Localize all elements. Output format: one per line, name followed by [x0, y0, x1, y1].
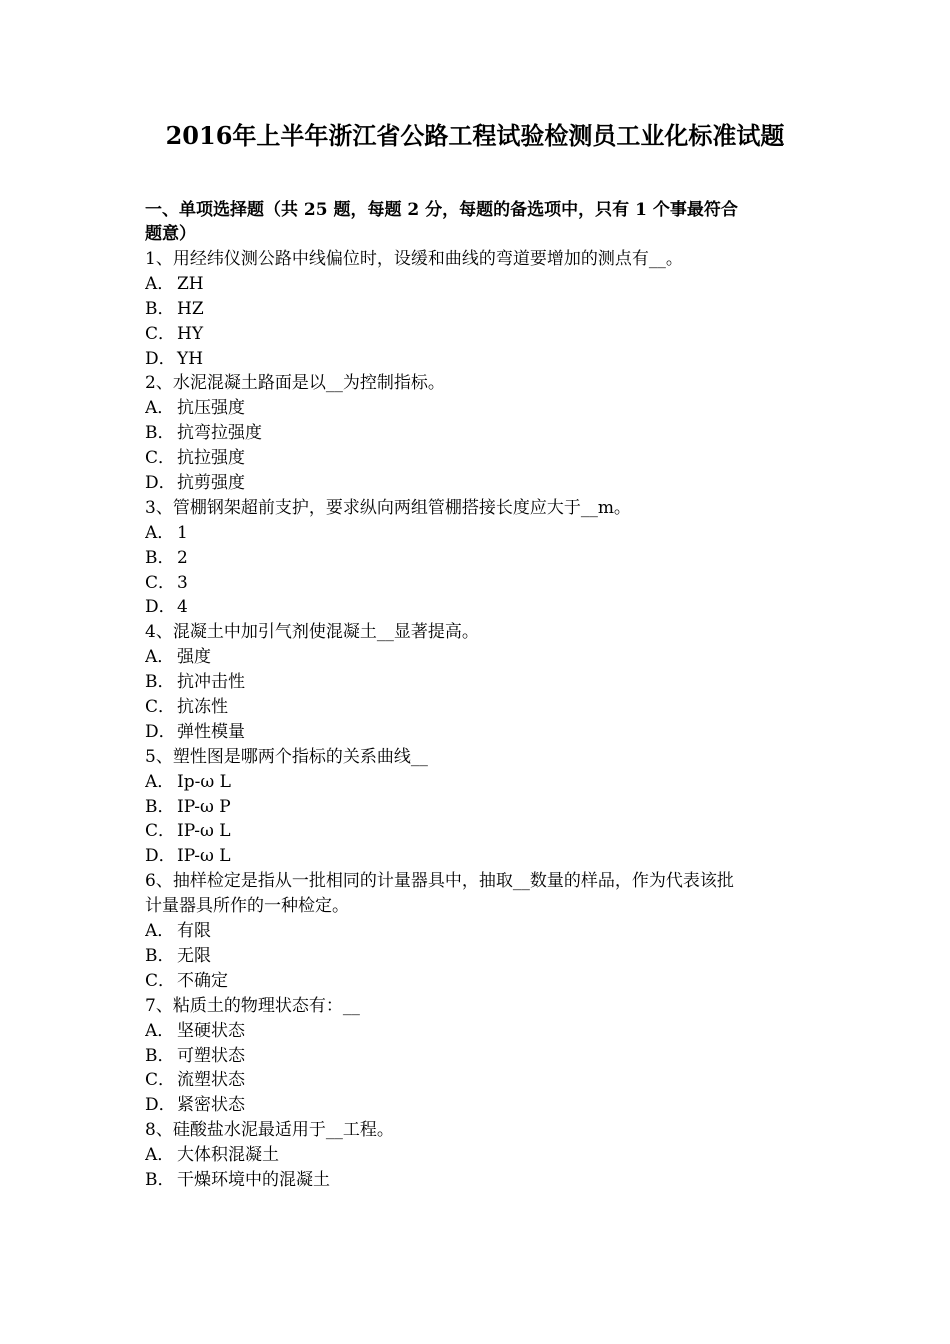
option-b — [145, 670, 810, 695]
option-b — [145, 795, 810, 820]
option-text: 紧密状态 — [177, 1095, 245, 1116]
option-text: 无限 — [177, 945, 211, 966]
option-a — [145, 521, 810, 546]
option-c — [145, 322, 810, 347]
option-letter: D． — [145, 473, 176, 494]
option-d — [145, 720, 810, 745]
option-text: 抗拉强度 — [177, 448, 245, 469]
question-stem: 4、混凝土中加引气剂使混凝土__显著提高。 — [145, 622, 479, 643]
option-text: Ip-ω L — [177, 771, 231, 792]
option-c — [145, 695, 810, 720]
section-heading — [145, 198, 810, 246]
question-4 — [145, 620, 810, 744]
question-stem: 8、硅酸盐水泥最适用于__工程。 — [145, 1120, 394, 1141]
section-heading-line-2: 题意） — [145, 224, 196, 244]
option-a — [145, 1143, 810, 1168]
question-5 — [145, 745, 810, 869]
option-letter: C． — [145, 697, 176, 718]
option-text: HY — [177, 323, 204, 344]
option-letter: D． — [145, 1095, 176, 1116]
question-stem: 3、管棚钢架超前支护，要求纵向两组管棚搭接长度应大于__m。 — [145, 497, 631, 518]
option-c — [145, 446, 810, 471]
option-letter: B． — [145, 796, 175, 817]
option-c — [145, 1068, 810, 1093]
option-letter: A． — [145, 647, 175, 668]
option-letter: A． — [145, 1145, 175, 1166]
option-text: 3 — [177, 572, 188, 593]
option-letter: A． — [145, 273, 175, 294]
question-stem: 2、水泥混凝土路面是以__为控制指标。 — [145, 373, 445, 394]
option-text: 抗压强度 — [177, 398, 245, 419]
option-text: HZ — [177, 298, 204, 319]
option-letter: B． — [145, 672, 175, 693]
option-letter: D． — [145, 597, 176, 618]
option-letter: C． — [145, 1070, 176, 1091]
option-text: 不确定 — [177, 970, 228, 991]
question-1 — [145, 247, 810, 371]
option-letter: A． — [145, 398, 175, 419]
option-letter: D． — [145, 846, 176, 867]
option-text: 抗剪强度 — [177, 473, 245, 494]
option-b — [145, 421, 810, 446]
option-letter: B． — [145, 1045, 175, 1066]
question-stem: 6、抽样检定是指从一批相同的计量器具中，抽取__数量的样品，作为代表该批 — [145, 871, 734, 892]
option-a — [145, 770, 810, 795]
option-text: YH — [177, 348, 204, 369]
option-text: IP-ω L — [177, 846, 231, 867]
option-letter: B． — [145, 298, 175, 319]
option-a — [145, 396, 810, 421]
option-letter: C． — [145, 970, 176, 991]
option-text: 可塑状态 — [177, 1045, 245, 1066]
option-a — [145, 919, 810, 944]
option-a — [145, 272, 810, 297]
option-text: 大体积混凝土 — [177, 1145, 279, 1166]
question-7 — [145, 994, 810, 1118]
option-letter: C． — [145, 821, 176, 842]
option-text: ZH — [177, 273, 204, 294]
question-6 — [145, 869, 810, 993]
document-title: 2016年上半年浙江省公路工程试验检测员工业化标准试题 — [165, 121, 785, 150]
option-letter: D． — [145, 348, 176, 369]
question-stem: 1、用经纬仪测公路中线偏位时，设缓和曲线的弯道要增加的测点有__。 — [145, 249, 683, 269]
option-letter: B． — [145, 423, 175, 444]
option-text: 抗弯拉强度 — [177, 423, 262, 444]
option-letter: B． — [145, 945, 175, 966]
option-text: 抗冲击性 — [177, 672, 245, 693]
question-3 — [145, 496, 810, 620]
option-letter: B． — [145, 1169, 175, 1190]
section-heading-line-1: 一、单项选择题（共 25 题，每题 2 分，每题的备选项中，只有 1 个事最符合 — [145, 200, 738, 220]
option-c — [145, 969, 810, 994]
option-text: 强度 — [177, 647, 211, 668]
option-a — [145, 645, 810, 670]
option-letter: C． — [145, 572, 176, 593]
option-d — [145, 1093, 810, 1118]
option-c — [145, 571, 810, 596]
option-text: 有限 — [177, 921, 211, 942]
question-list — [145, 247, 810, 1193]
option-letter: A． — [145, 771, 175, 792]
option-text: 1 — [177, 522, 188, 543]
option-d — [145, 347, 810, 372]
question-stem: 5、塑性图是哪两个指标的关系曲线__ — [145, 746, 428, 767]
option-b — [145, 297, 810, 322]
option-letter: A． — [145, 921, 175, 942]
option-letter: B． — [145, 547, 175, 568]
option-b — [145, 944, 810, 969]
option-text: 坚硬状态 — [177, 1020, 245, 1041]
option-d — [145, 844, 810, 869]
question-2 — [145, 371, 810, 495]
option-text: 流塑状态 — [177, 1070, 245, 1091]
option-text: IP-ω L — [177, 821, 231, 842]
option-letter: A． — [145, 1020, 175, 1041]
option-b — [145, 1044, 810, 1069]
option-d — [145, 471, 810, 496]
option-d — [145, 595, 810, 620]
question-stem-continued: 计量器具所作的一种检定。 — [145, 896, 349, 917]
option-text: 抗冻性 — [177, 697, 228, 718]
question-stem: 7、粘质土的物理状态有：__ — [145, 995, 360, 1016]
option-letter: D． — [145, 721, 176, 742]
option-b — [145, 546, 810, 571]
option-letter: A． — [145, 522, 175, 543]
option-text: 4 — [177, 597, 188, 618]
option-text: 2 — [177, 547, 188, 568]
option-a — [145, 1019, 810, 1044]
option-text: 弹性模量 — [177, 721, 245, 742]
option-letter: C． — [145, 448, 176, 469]
option-c — [145, 819, 810, 844]
question-8 — [145, 1118, 810, 1193]
option-text: 干燥环境中的混凝土 — [177, 1169, 330, 1190]
option-b — [145, 1168, 810, 1193]
option-letter: C． — [145, 323, 176, 344]
option-text: IP-ω P — [177, 796, 231, 817]
